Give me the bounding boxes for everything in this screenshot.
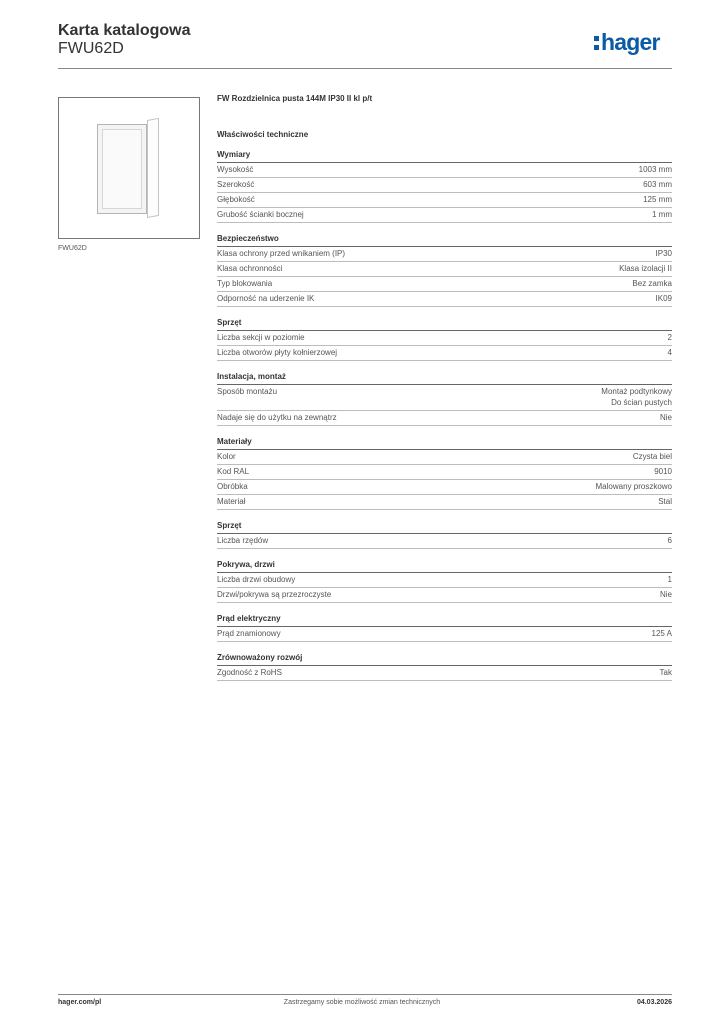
spec-label: Szerokość xyxy=(217,180,255,189)
spec-section xyxy=(217,558,672,603)
section-title: Zrównoważony rozwój xyxy=(217,651,672,666)
footer-divider xyxy=(58,994,672,995)
spec-value-line: 1 mm xyxy=(652,210,672,219)
section-title: Sprzęt xyxy=(217,316,672,331)
spec-value xyxy=(658,496,672,507)
spec-value-line: Do ścian pustych xyxy=(611,398,672,407)
section-title: Sprzęt xyxy=(217,519,672,534)
footer-date: 04.03.2026 xyxy=(636,999,672,1006)
spec-label: Prąd znamionowy xyxy=(217,629,281,638)
spec-value-line: IP30 xyxy=(655,249,672,258)
spec-value xyxy=(654,466,672,477)
spec-row xyxy=(217,163,672,178)
spec-value-line: Nie xyxy=(659,590,672,599)
section-title: Materiały xyxy=(217,435,672,450)
spec-value-line: Nie xyxy=(659,413,672,422)
header-divider xyxy=(58,68,672,69)
spec-section xyxy=(217,612,672,642)
spec-label: Liczba rzędów xyxy=(217,536,269,545)
spec-section xyxy=(217,519,672,549)
spec-row xyxy=(217,666,672,681)
spec-row xyxy=(217,450,672,465)
spec-value-line: 1 xyxy=(667,575,672,584)
spec-value xyxy=(656,293,672,304)
spec-value xyxy=(660,667,672,678)
spec-value-line: 1003 mm xyxy=(638,165,672,174)
footer-disclaimer: Zastrzegamy sobie możliwość zmian technicznych xyxy=(283,999,441,1006)
spec-value xyxy=(596,481,672,492)
spec-value xyxy=(632,278,672,289)
spec-label: Obróbka xyxy=(217,482,248,491)
spec-row xyxy=(217,277,672,292)
section-title: Bezpieczeństwo xyxy=(217,232,672,247)
spec-value xyxy=(643,179,672,190)
spec-value xyxy=(601,386,672,408)
hager-logo xyxy=(594,28,660,56)
product-image-frame xyxy=(58,97,200,239)
spec-section xyxy=(217,370,672,426)
spec-value-line: Montaż podtynkowy xyxy=(601,387,672,396)
spec-row xyxy=(217,331,672,346)
section-title: Wymiary xyxy=(217,148,672,163)
spec-label: Liczba otworów płyty kołnierzowej xyxy=(217,348,338,357)
spec-value-line: Malowany proszkowo xyxy=(595,482,672,491)
spec-row xyxy=(217,346,672,361)
cabinet-body xyxy=(97,124,147,214)
spec-row xyxy=(217,385,672,411)
spec-value-line: IK09 xyxy=(655,294,672,303)
spec-section xyxy=(217,148,672,223)
spec-label: Sposób montażu xyxy=(217,387,278,396)
spec-label: Grubość ścianki bocznej xyxy=(217,210,304,219)
spec-label: Odporność na uderzenie IK xyxy=(217,294,315,303)
spec-label: Klasa ochrony przed wnikaniem (IP) xyxy=(217,249,346,258)
cabinet-interior xyxy=(102,129,142,209)
spec-value xyxy=(619,263,672,274)
spec-row xyxy=(217,208,672,223)
logo-colon-icon xyxy=(594,34,599,51)
spec-content xyxy=(217,92,672,690)
product-name: FW Rozdzielnica pusta 144M IP30 II kl p/t xyxy=(217,94,373,103)
spec-label: Głębokość xyxy=(217,195,255,204)
spec-label: Liczba sekcji w poziomie xyxy=(217,333,305,342)
spec-value-line: Klasa izolacji II xyxy=(619,264,672,273)
spec-value-line: Tak xyxy=(659,668,672,677)
spec-value-line: Stal xyxy=(658,497,672,506)
spec-row xyxy=(217,480,672,495)
spec-row xyxy=(217,588,672,603)
spec-value xyxy=(643,194,672,205)
spec-value-line: 125 mm xyxy=(643,195,672,204)
spec-value-line: Czysta biel xyxy=(632,452,672,461)
spec-value-line: 6 xyxy=(667,536,672,545)
spec-value xyxy=(652,628,672,639)
spec-row xyxy=(217,411,672,426)
spec-row xyxy=(217,627,672,642)
spec-row xyxy=(217,247,672,262)
spec-label: Kod RAL xyxy=(217,467,250,476)
product-code-heading: FWU62D xyxy=(58,40,124,57)
spec-row xyxy=(217,262,672,277)
spec-value xyxy=(652,209,672,220)
spec-value xyxy=(668,332,672,343)
spec-label: Liczba drzwi obudowy xyxy=(217,575,296,584)
document-title: Karta katalogowa xyxy=(58,22,191,39)
spec-label: Nadaje się do użytku na zewnątrz xyxy=(217,413,337,422)
spec-row xyxy=(217,178,672,193)
spec-section xyxy=(217,316,672,361)
spec-value-line: 2 xyxy=(667,333,672,342)
cabinet-door xyxy=(147,118,159,218)
product-image-caption: FWU62D xyxy=(58,245,87,252)
spec-value-line: Bez zamka xyxy=(632,279,672,288)
spec-row xyxy=(217,193,672,208)
spec-label: Klasa ochronności xyxy=(217,264,283,273)
spec-value-line: 125 A xyxy=(651,629,672,638)
spec-section xyxy=(217,232,672,307)
spec-value xyxy=(633,451,672,462)
section-title: Prąd elektryczny xyxy=(217,612,672,627)
logo-text: hager xyxy=(601,29,660,55)
spec-row xyxy=(217,465,672,480)
spec-value xyxy=(660,412,672,423)
spec-value xyxy=(639,164,672,175)
spec-value xyxy=(656,248,672,259)
spec-value-line: 9010 xyxy=(654,467,672,476)
spec-sections xyxy=(217,148,672,681)
technical-properties-title: Właściwości techniczne xyxy=(217,130,309,139)
spec-label: Zgodność z RoHS xyxy=(217,668,282,677)
spec-row xyxy=(217,573,672,588)
spec-value xyxy=(668,574,672,585)
spec-row xyxy=(217,495,672,510)
spec-row xyxy=(217,292,672,307)
spec-section xyxy=(217,435,672,510)
spec-value xyxy=(668,535,672,546)
footer-website: hager.com/pl xyxy=(58,999,102,1006)
spec-label: Typ blokowania xyxy=(217,279,273,288)
spec-value xyxy=(668,347,672,358)
section-title: Instalacja, montaż xyxy=(217,370,672,385)
spec-label: Materiał xyxy=(217,497,246,506)
section-title: Pokrywa, drzwi xyxy=(217,558,672,573)
spec-value-line: 4 xyxy=(667,348,672,357)
spec-label: Drzwi/pokrywa są przezroczyste xyxy=(217,590,332,599)
spec-section xyxy=(217,651,672,681)
spec-value-line: 603 mm xyxy=(643,180,672,189)
spec-row xyxy=(217,534,672,549)
spec-value xyxy=(660,589,672,600)
spec-label: Kolor xyxy=(217,452,236,461)
spec-label: Wysokość xyxy=(217,165,254,174)
